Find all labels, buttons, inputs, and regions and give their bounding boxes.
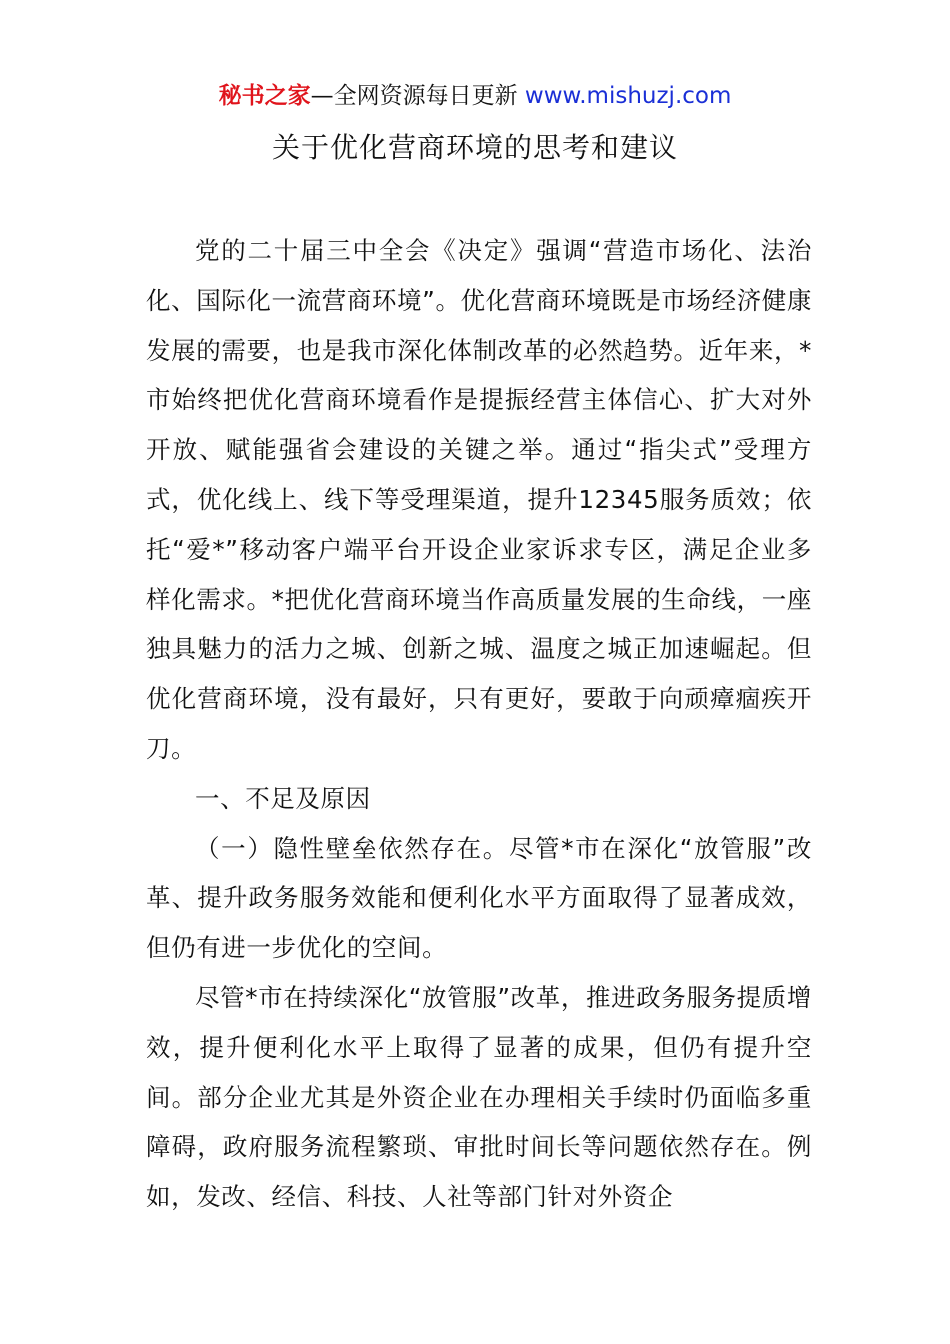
document-body [146, 226, 812, 1222]
header-slogan: —全网资源每日更新 [310, 83, 525, 109]
site-header [0, 80, 950, 112]
site-url-link[interactable]: www.mishuzj.com [524, 83, 732, 109]
subsection-paragraph: （一）隐性壁垒依然存在。尽管*市在深化“放管服”改革、提升政务服务效能和便利化水平方面取得了显著成效，但仍有进一步优化的空间。 [146, 833, 812, 963]
document-title: 关于优化营商环境的思考和建议 [271, 131, 678, 164]
brand-name: 秘书之家 [218, 83, 311, 109]
paragraph-detail: 尽管*市在持续深化“放管服”改革，推进政务服务提质增效，提升便利化水平上取得了显著的成果，但仍有提升空间。部分企业尤其是外资企业在办理相关手续时仍面临多重障碍，政府服务流程繁琐、审批时间长等问题依然存在。例如，发改、经信、科技、人社等部门针对外资企 [146, 982, 812, 1212]
section-heading: 一、不足及原因 [195, 783, 371, 813]
paragraph-intro: 党的二十届三中全会《决定》强调“营造市场化、法治化、国际化一流营商环境”。优化营商环境既是市场经济健康发展的需要，也是我市深化体制改革的必然趋势。近年来，*市始终把优化营商环境看作是提振经营主体信心、扩大对外开放、赋能强省会建设的关键之举。通过“指尖式”受理方式，优化线上、线下等受理渠道，提升12345服务质效；依托“爱*”移动客户端平台开设企业家诉求专区，满足企业多样化需求。*把优化营商环境当作高质量发展的生命线，一座独具魅力的活力之城、创新之城、温度之城正加速崛起。但优化营商环境，没有最好，只有更好，要敢于向顽瘴痼疾开刀。 [146, 236, 812, 763]
